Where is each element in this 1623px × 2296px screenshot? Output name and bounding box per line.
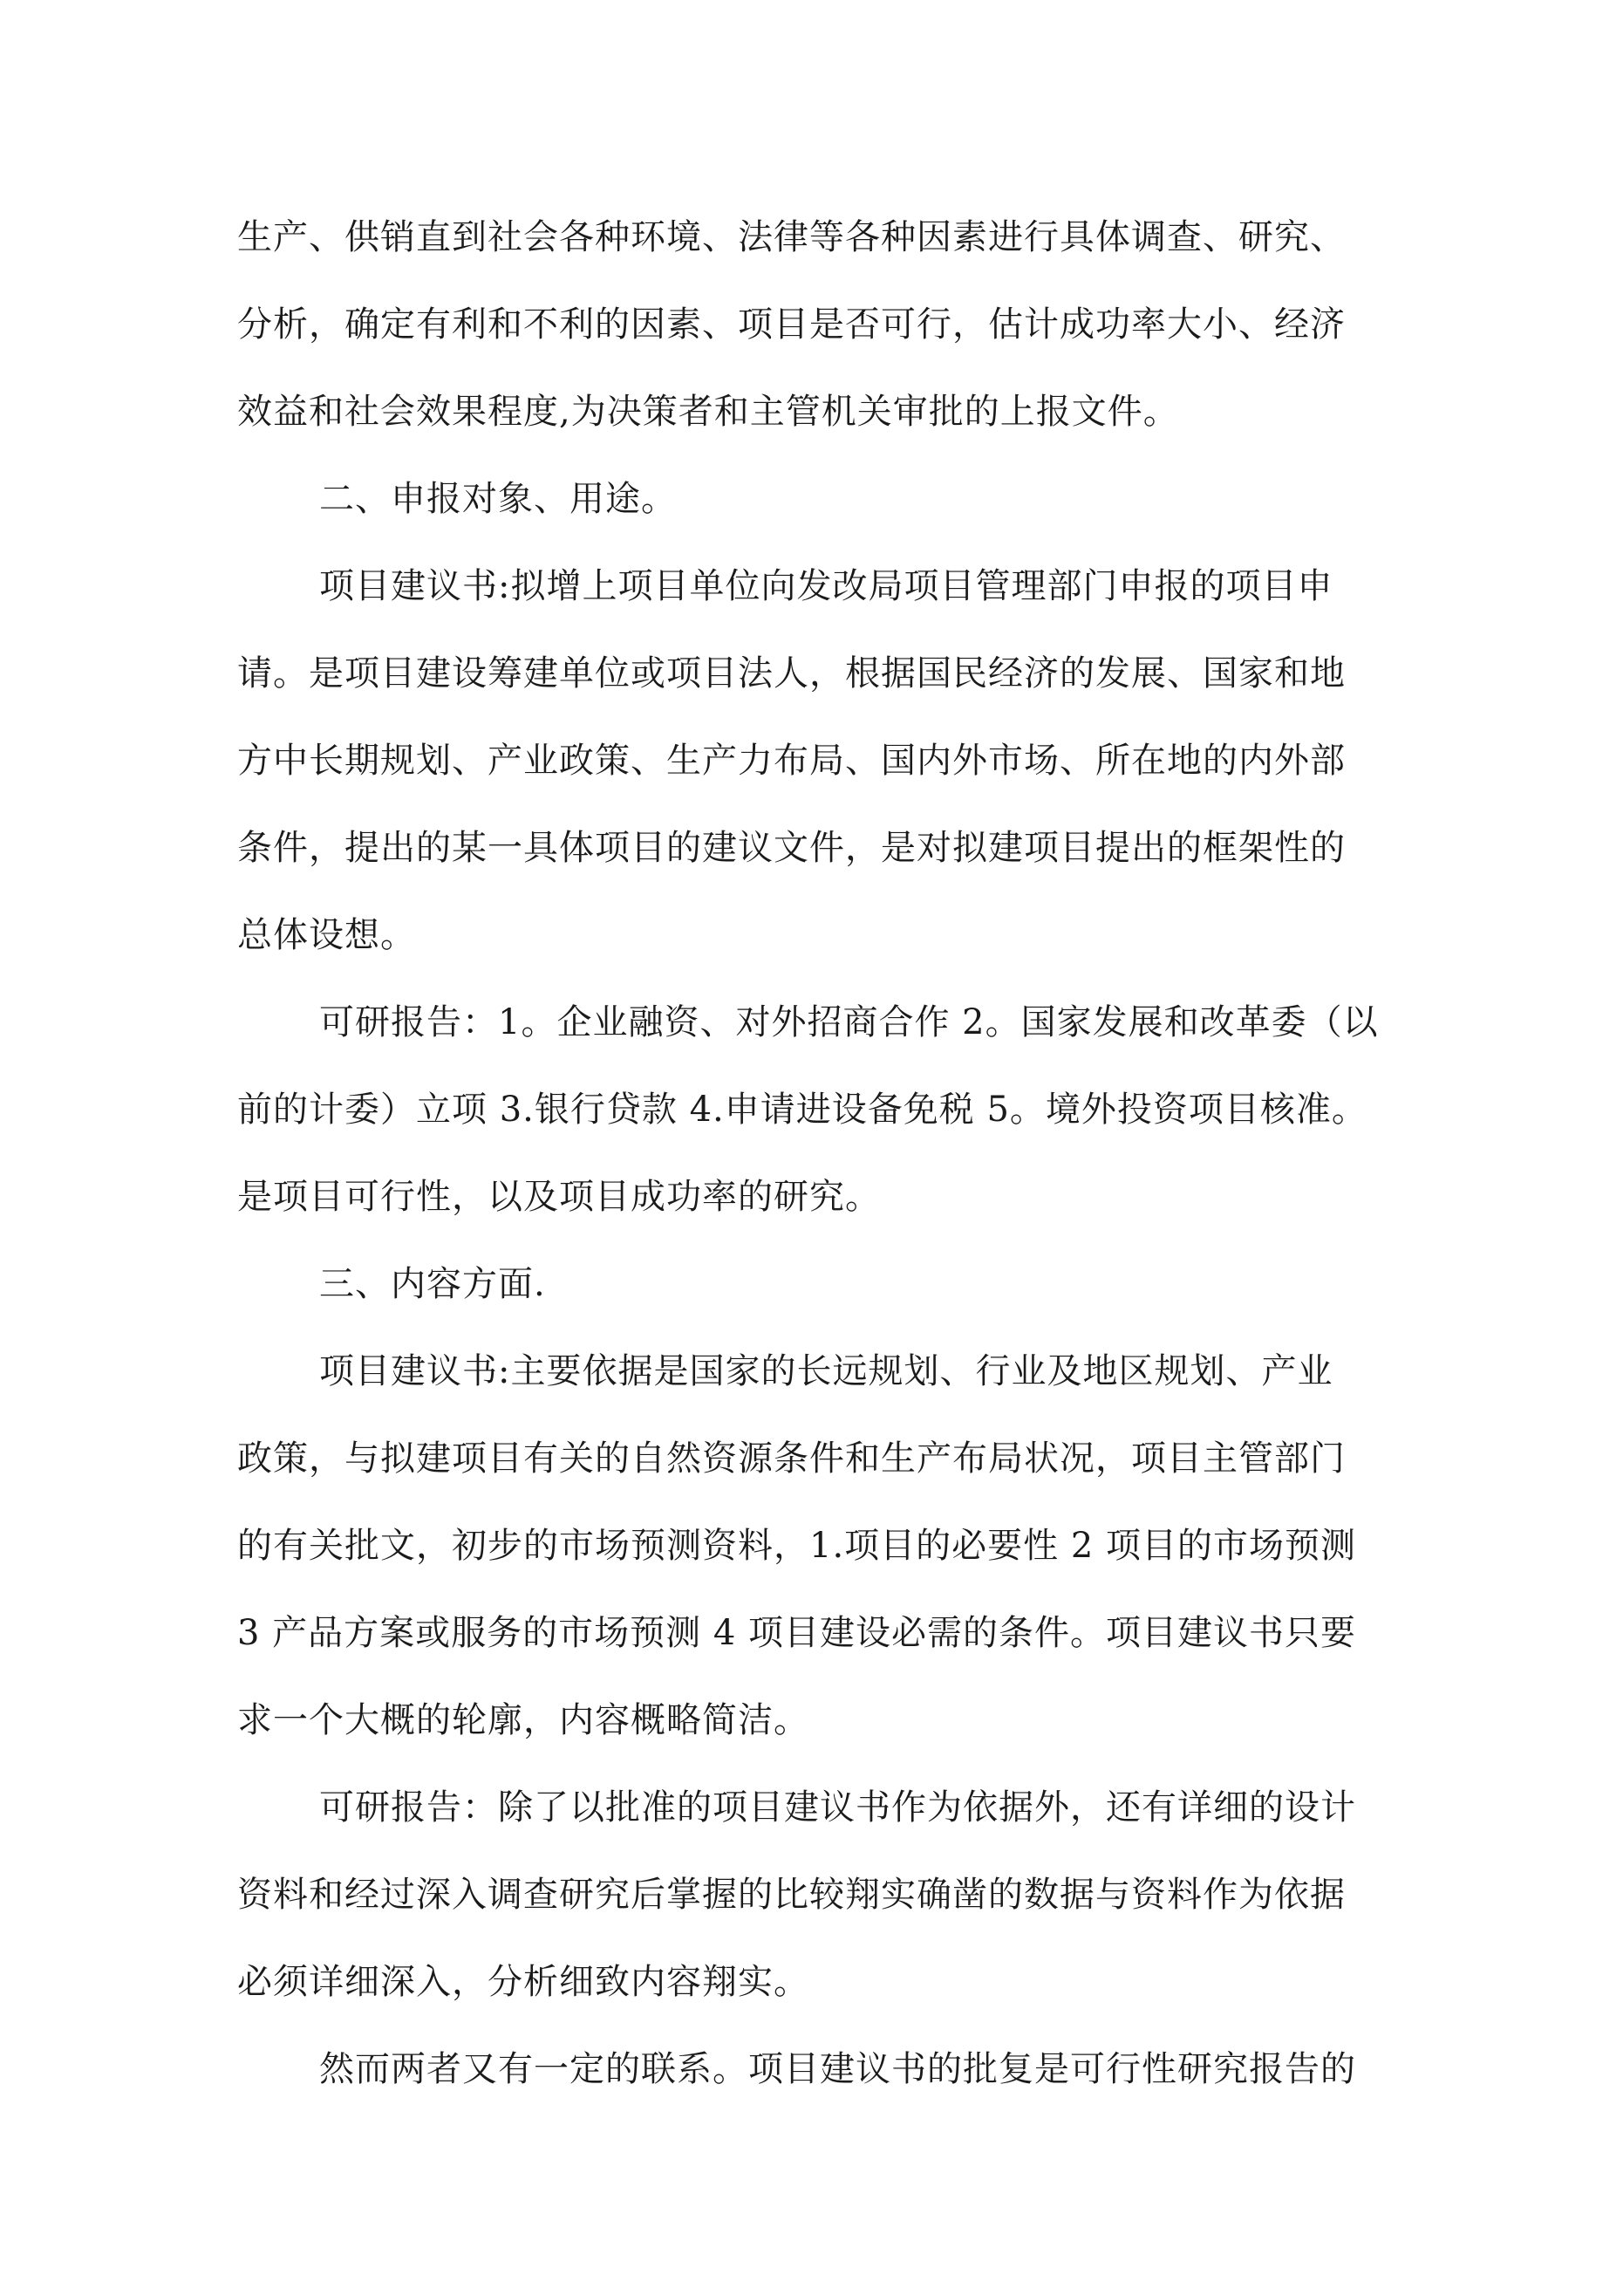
- text-line: 可研报告：1。企业融资、对外招商合作 2。国家发展和改革委（以: [319, 1002, 1379, 1042]
- text-line: 生产、供销直到社会各种环境、法律等各种因素进行具体调查、研究、: [237, 217, 1346, 257]
- text-line: 效益和社会效果程度,为决策者和主管机关审批的上报文件。: [237, 392, 1179, 432]
- text-line: 项目建议书:主要依据是国家的长远规划、行业及地区规划、产业: [319, 1351, 1333, 1391]
- document-body: [237, 194, 1423, 2113]
- text-line: 的有关批文，初步的市场预测资料，1.项目的必要性 2 项目的市场预测: [237, 1526, 1357, 1566]
- text-line: 必须详细深入，分析细致内容翔实。: [237, 1962, 809, 2002]
- text-line: 分析，确定有利和不利的因素、项目是否可行，估计成功率大小、经济: [237, 304, 1346, 345]
- text-line: 求一个大概的轮廓，内容概略简洁。: [237, 1700, 809, 1740]
- text-line: 3 产品方案或服务的市场预测 4 项目建设必需的条件。项目建议书只要: [237, 1613, 1357, 1653]
- text-line: 条件，提出的某一具体项目的建议文件，是对拟建项目提出的框架性的: [237, 828, 1346, 868]
- text-line: 前的计委）立项 3.银行贷款 4.申请进设备免税 5。境外投资项目核准。: [237, 1090, 1367, 1130]
- text-line: 可研报告：除了以批准的项目建议书作为依据外，还有详细的设计: [319, 1787, 1356, 1828]
- text-line: 项目建议书:拟增上项目单位向发改局项目管理部门申报的项目申: [319, 566, 1333, 606]
- section-heading: 三、内容方面.: [319, 1264, 546, 1304]
- text-line: 方中长期规划、产业政策、生产力布局、国内外市场、所在地的内外部: [237, 741, 1346, 781]
- text-line: 总体设想。: [237, 915, 416, 955]
- text-line: 资料和经过深入调查研究后掌握的比较翔实确凿的数据与资料作为依据: [237, 1875, 1346, 1915]
- text-line: 请。是项目建设筹建单位或项目法人，根据国民经济的发展、国家和地: [237, 653, 1346, 694]
- section-heading: 二、申报对象、用途。: [319, 479, 677, 519]
- text-line: 政策，与拟建项目有关的自然资源条件和生产布局状况，项目主管部门: [237, 1438, 1346, 1479]
- text-line: 是项目可行性，以及项目成功率的研究。: [237, 1177, 881, 1217]
- text-line: 然而两者又有一定的联系。项目建议书的批复是可行性研究报告的: [319, 2049, 1356, 2089]
